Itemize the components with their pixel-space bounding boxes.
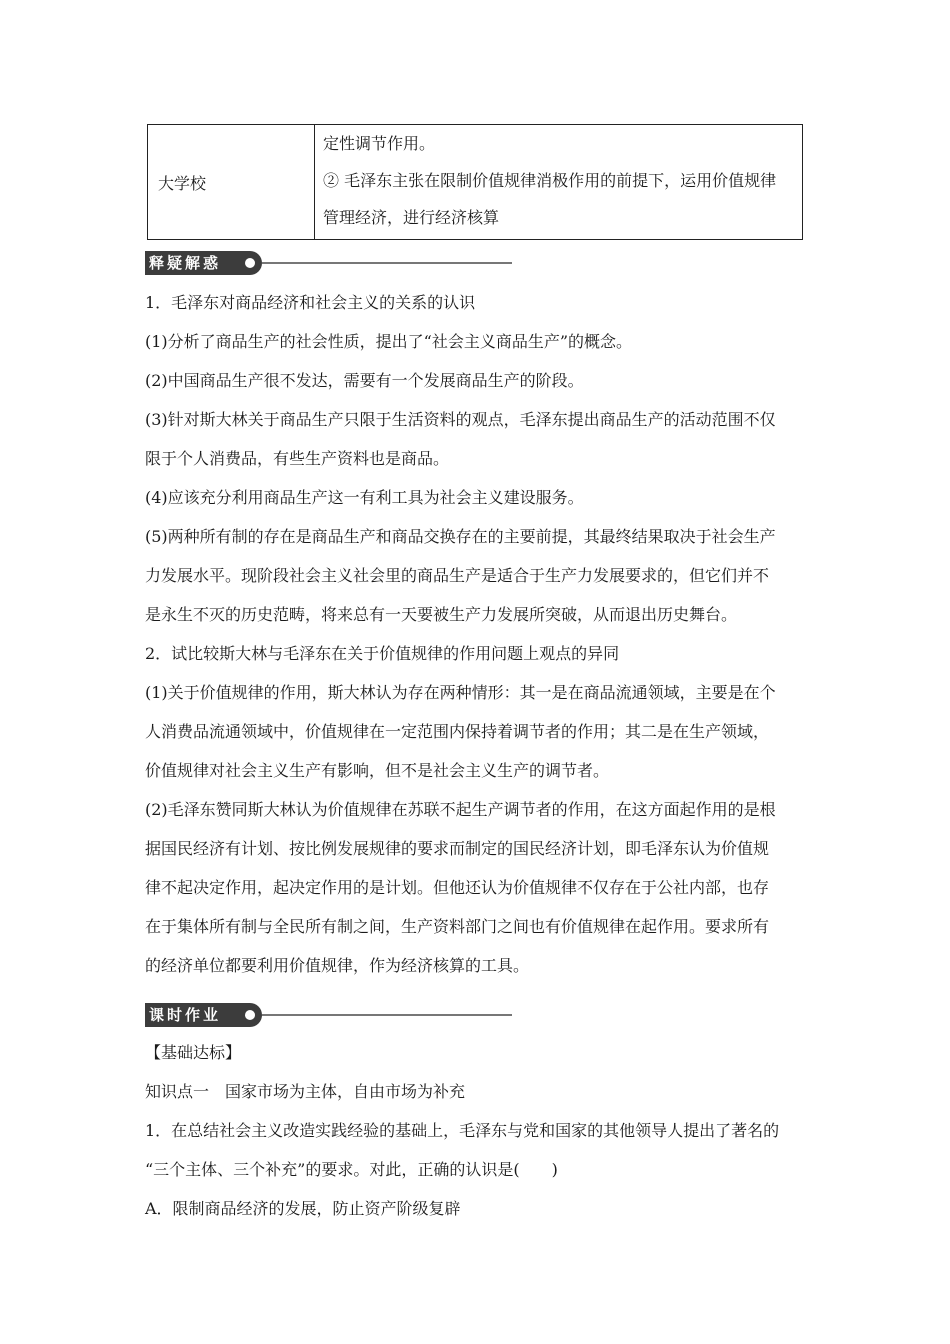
banner-label: 释疑解惑 [145, 251, 262, 275]
paragraph-line: 价值规律对社会主义生产有影响，但不是社会主义生产的调节者。 [145, 761, 610, 780]
paragraph-line: (3)针对斯大林关于商品生产只限于生活资料的观点，毛泽东提出商品生产的活动范围不仅 [145, 410, 776, 429]
homework-section [145, 1033, 809, 1228]
table-line: 管理经济，进行经济核算 [323, 208, 500, 227]
paragraph-line: (5)两种所有制的存在是商品生产和商品交换存在的主要前提，其最终结果取决于社会生产 [145, 527, 776, 546]
paragraph-line: (1)分析了商品生产的社会性质，提出了“社会主义商品生产”的概念。 [145, 332, 633, 351]
banner-label: 课时作业 [145, 1003, 262, 1027]
knowledge-point-heading: 知识点一 国家市场为主体，自由市场为补充 [145, 1082, 466, 1101]
paragraph-line: (2)毛泽东赞同斯大林认为价值规律在苏联不起生产调节者的作用，在这方面起作用的是根 [145, 800, 776, 819]
banner-dot-icon [245, 258, 255, 268]
section-banner-homework [145, 1003, 513, 1027]
section-banner-explanations [145, 251, 513, 275]
paragraph-line: 力发展水平。现阶段社会主义社会里的商品生产是适合于生产力发展要求的，但它们并不 [145, 566, 770, 585]
paragraph-line: 1．毛泽东对商品经济和社会主义的关系的认识 [145, 293, 476, 312]
comparison-table-fragment [147, 124, 803, 240]
paragraph-line: 律不起决定作用，起决定作用的是计划。但他还认为价值规律不仅存在于公社内部，也存 [145, 878, 770, 897]
question-line: “三个主体、三个补充”的要求。对此，正确的认识是( ) [145, 1160, 558, 1179]
table-cell-content [315, 125, 803, 240]
subheading: 【基础达标】 [145, 1043, 242, 1062]
paragraph-line: 2．试比较斯大林与毛泽东在关于价值规律的作用问题上观点的异同 [145, 644, 620, 663]
banner-rule [262, 1014, 512, 1016]
table-line: ② 毛泽东主张在限制价值规律消极作用的前提下，运用价值规律 [323, 171, 777, 190]
banner-rule [262, 262, 512, 264]
banner-dot-icon [245, 1010, 255, 1020]
paragraph-line: 的经济单位都要利用价值规律，作为经济核算的工具。 [145, 956, 530, 975]
paragraph-line: 限于个人消费品，有些生产资料也是商品。 [145, 449, 450, 468]
paragraph-line: 人消费品流通领域中，价值规律在一定范围内保持着调节者的作用；其二是在生产领域， [145, 722, 770, 741]
paragraph-line: (4)应该充分利用商品生产这一有利工具为社会主义建设服务。 [145, 488, 584, 507]
paragraph-line: (2)中国商品生产很不发达，需要有一个发展商品生产的阶段。 [145, 371, 584, 390]
paragraph-line: 是永生不灭的历史范畴，将来总有一天要被生产力发展所突破，从而退出历史舞台。 [145, 605, 738, 624]
question-line: 1．在总结社会主义改造实践经验的基础上，毛泽东与党和国家的其他领导人提出了著名的 [145, 1121, 780, 1140]
paragraph-line: (1)关于价值规律的作用，斯大林认为存在两种情形：其一是在商品流通领域，主要是在个 [145, 683, 776, 702]
paragraph-line: 在于集体所有制与全民所有制之间，生产资料部门之间也有价值规律在起作用。要求所有 [145, 917, 770, 936]
table-line: 定性调节作用。 [323, 134, 436, 153]
table-cell-label: 大学校 [148, 125, 315, 240]
explanations-section [145, 283, 809, 985]
answer-option: A．限制商品经济的发展，防止资产阶级复辟 [145, 1199, 461, 1218]
paragraph-line: 据国民经济有计划、按比例发展规律的要求而制定的国民经济计划，即毛泽东认为价值规 [145, 839, 770, 858]
